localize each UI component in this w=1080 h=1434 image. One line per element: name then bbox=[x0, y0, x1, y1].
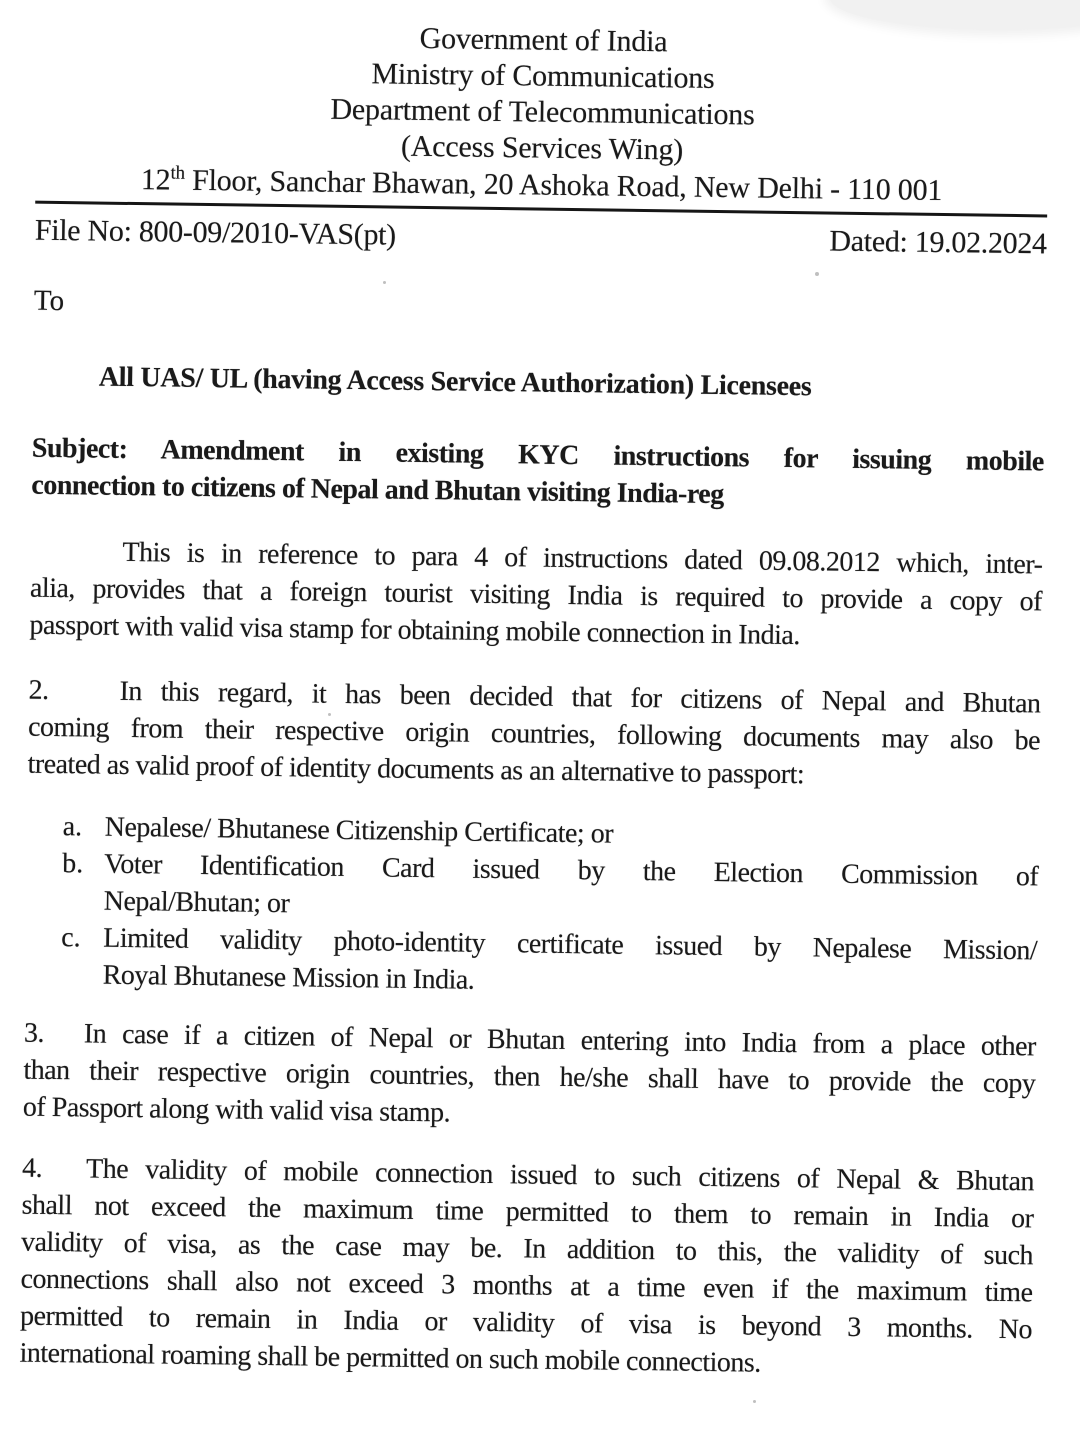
salutation-to: To bbox=[33, 284, 65, 318]
text-line: shall not exceed the maximum time permitted to them to remain in India or bbox=[21, 1189, 1034, 1235]
letterhead-ministry: Ministry of Communications bbox=[371, 57, 715, 95]
subject-line: connection to citizens of Nepal and Bhutan visiting India-reg bbox=[31, 469, 724, 511]
text-segment: The validity of mobile connection issued to such citizens of Nepal & Bhutan bbox=[85, 1153, 1035, 1198]
text-line: Limited validity photo-identity certificate issued by Nepalese Mission/ bbox=[103, 922, 1038, 967]
paragraph-1 bbox=[29, 533, 1042, 658]
text-line: passport with valid visa stamp for obtaining mobile connection in India. bbox=[29, 609, 801, 652]
text-segment: In this regard, it has been decided that for citizens of Nepal and Bhutan bbox=[119, 675, 1041, 720]
address-floor-number: 12 bbox=[140, 163, 171, 197]
alternative-documents-list bbox=[60, 808, 1038, 1006]
address-superscript: th bbox=[170, 162, 186, 184]
file-number: File No: 800-09/2010-VAS(pt) bbox=[34, 213, 397, 252]
text-line: coming from their respective origin countries, following documents may also be bbox=[27, 711, 1041, 757]
letterhead-wing: (Access Services Wing) bbox=[400, 129, 684, 167]
letterhead-government: Government of India bbox=[419, 21, 668, 59]
list-item bbox=[61, 845, 1038, 932]
text-line: than their respective origin countries, then he/she shall have to provide the copy bbox=[23, 1054, 1036, 1100]
text-line: This is in reference to para 4 of instructions dated 09.08.2012 which, inter- bbox=[122, 536, 1043, 581]
text-line: alia, provides that a foreign tourist visiting India is required to provide a copy of bbox=[29, 572, 1043, 618]
paragraph-number: 3. bbox=[23, 1017, 45, 1049]
text-line: Voter Identification Card issued by the Election Commission of bbox=[104, 848, 1039, 893]
subject-block bbox=[31, 430, 1044, 518]
addressee: All UAS/ UL (having Access Service Authorization) Licensees bbox=[98, 361, 812, 403]
letterhead-department: Department of Telecommunications bbox=[330, 92, 755, 132]
text-line: validity of visa, as the case may be. In addition to this, the validity of such bbox=[20, 1226, 1034, 1272]
list-marker: b. bbox=[62, 848, 84, 880]
letterhead bbox=[35, 16, 1049, 211]
text-line: Nepal/Bhutan; or bbox=[103, 885, 290, 920]
paragraph-3 bbox=[23, 1015, 1036, 1140]
text-line: international roaming shall be permitted on such mobile connections. bbox=[19, 1337, 761, 1379]
text-line: of Passport along with valid visa stamp. bbox=[22, 1091, 451, 1129]
text-line: treated as valid proof of identity documents as an alternative to passport: bbox=[27, 748, 805, 791]
dated: Dated: 19.02.2024 bbox=[829, 224, 1047, 261]
address-text: Floor, Sanchar Bhawan, 20 Ashoka Road, New Delhi - 110 001 bbox=[184, 163, 943, 208]
paragraph-2 bbox=[27, 672, 1040, 797]
paragraph-4 bbox=[19, 1150, 1034, 1386]
list-marker: a. bbox=[62, 811, 83, 843]
text-line: permitted to remain in India or validity of visa is beyond 3 months. No bbox=[19, 1300, 1033, 1346]
paragraph-number: 2. bbox=[28, 674, 49, 706]
file-meta-row bbox=[35, 212, 1047, 263]
text-line: Royal Bhutanese Mission in India. bbox=[102, 959, 475, 996]
text-segment: In case if a citizen of Nepal or Bhutan entering into India from a place other bbox=[83, 1018, 1037, 1063]
paragraph-number: 4. bbox=[21, 1152, 43, 1184]
list-item bbox=[60, 919, 1037, 1006]
text-line: connections shall also not exceed 3 months at a time even if the maximum time bbox=[20, 1263, 1033, 1309]
list-marker: c. bbox=[61, 922, 81, 954]
subject-line: Subject: Amendment in existing KYC instructions for issuing mobile bbox=[31, 432, 1045, 478]
text-line: Nepalese/ Bhutanese Citizenship Certificate; or bbox=[104, 811, 614, 850]
